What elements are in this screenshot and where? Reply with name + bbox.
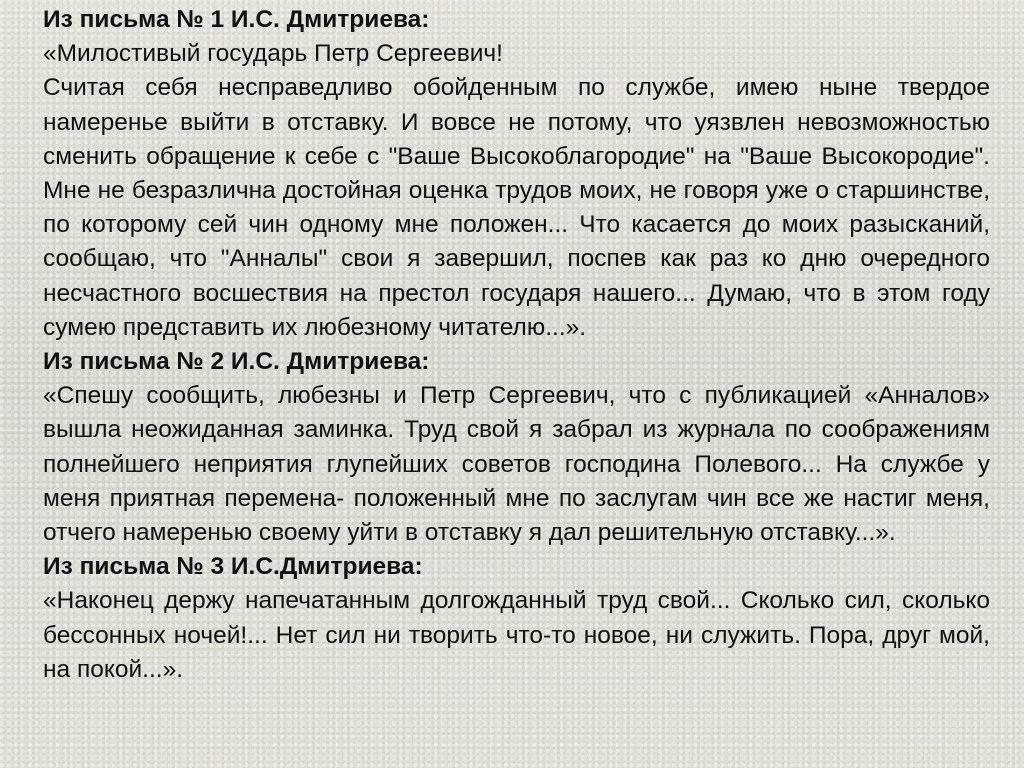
letter-2-heading: Из письма № 2 И.С. Дмитриева: bbox=[43, 348, 430, 376]
letter-1-body: Считая себя несправедливо обойденным по службе, имею ныне твердое намеренье выйти в отставку. И вовсе не потому, что уязвлен невозможностью сменить обращение к себе с "Ваше Высокоблагородие" на "Ваше Высокородие". Мне не безразлична достойная оценка трудов моих, не говоря уже о старшинстве, по которому сей чин одному мне положен... Что касается до моих разысканий, сообщаю, что "Анналы" свои я завершил, поспев как раз ко дню очередного несчастного восшествия на престол государя нашего... Думаю, что в этом году сумею представить их любезному читателю...». bbox=[43, 74, 990, 341]
letter-1-heading: Из письма № 1 И.С. Дмитриева: bbox=[43, 6, 430, 33]
letter-2-body: «Спешу сообщить, любезны и Петр Сергеевич, что с публикацией «Анналов» вышла неожиданная заминка. Труд свой я забрал из журнала по соображениям полнейшего неприятия глупейших советов господина Полевого... На службе у меня приятная перемена- положенный мне по заслугам чин все же настиг меня, отчего намеренью своему уйти в отставку я дал решительную отставку...». bbox=[43, 382, 990, 547]
letter-3 bbox=[43, 550, 990, 687]
letter-2 bbox=[43, 345, 990, 550]
letter-3-body: «Наконец держу напечатанным долгожданный труд свой... Сколько сил, сколько бессонных ночей!... Нет сил ни творить что-то новое, ни служить. Пора, друг мой, на покой...». bbox=[43, 587, 990, 683]
letter-3-heading: Из письма № 3 И.С.Дмитриева: bbox=[43, 553, 423, 581]
letter-1-greeting: «Милостивый государь Петр Сергеевич! bbox=[43, 40, 503, 68]
letter-1 bbox=[43, 3, 990, 345]
